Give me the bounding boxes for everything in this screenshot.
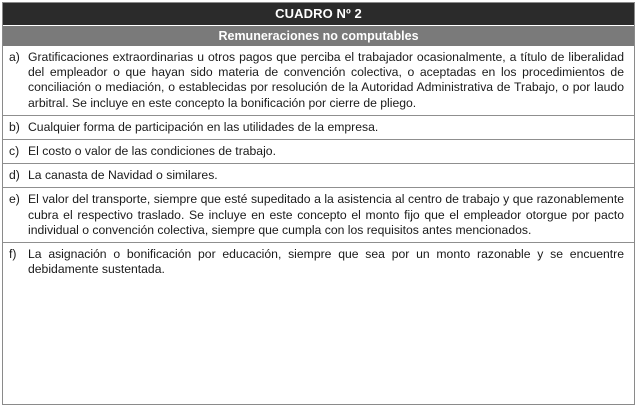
item-text: El costo o valor de las condiciones de trabajo. xyxy=(28,144,276,159)
list-item-f xyxy=(3,243,634,281)
table-subtitle: Remuneraciones no computables xyxy=(3,25,634,46)
table-title: CUADRO Nº 2 xyxy=(3,3,634,25)
item-marker: e) xyxy=(9,192,20,207)
items-list xyxy=(3,46,634,281)
list-item-c xyxy=(3,140,634,164)
item-marker: c) xyxy=(9,144,20,159)
item-text: Cualquier forma de participación en las utilidades de la empresa. xyxy=(28,119,379,134)
item-marker: f) xyxy=(9,247,17,262)
list-item-d xyxy=(3,164,634,188)
item-marker: b) xyxy=(9,119,20,134)
item-text: La asignación o bonificación por educación, siempre que sea por un monto razonable y se encuentre debidamente sustentada. xyxy=(28,247,624,277)
item-marker: d) xyxy=(9,168,20,183)
item-text: Gratificaciones extraordinarias u otros pagos que perciba el trabajador ocasionalmente, a título de liberalidad del empleador o que hayan sido materia de convención colectiva, o aceptadas en los procedimientos de conciliación o mediación, o establecidas por resolución de la Autoridad Administrativa de Trabajo, o por laudo arbitral. Se incluye en este concepto la bonificación por cierre de pliego. xyxy=(28,50,624,110)
item-marker: a) xyxy=(9,50,20,64)
list-item-e xyxy=(3,188,634,243)
item-text: El valor del transporte, siempre que esté supeditado a la asistencia al centro de trabajo y que razonablemente cubra el respectivo traslado. Se incluye en este concepto el monto fijo que el empleador otorgue por pacto individual o convención colectiva, siempre que cumpla con los requisitos antes mencionados. xyxy=(28,192,624,237)
item-text: La canasta de Navidad o similares. xyxy=(28,168,218,183)
remuneraciones-table xyxy=(2,2,635,405)
list-item-b xyxy=(3,116,634,140)
list-item-a xyxy=(3,46,634,116)
